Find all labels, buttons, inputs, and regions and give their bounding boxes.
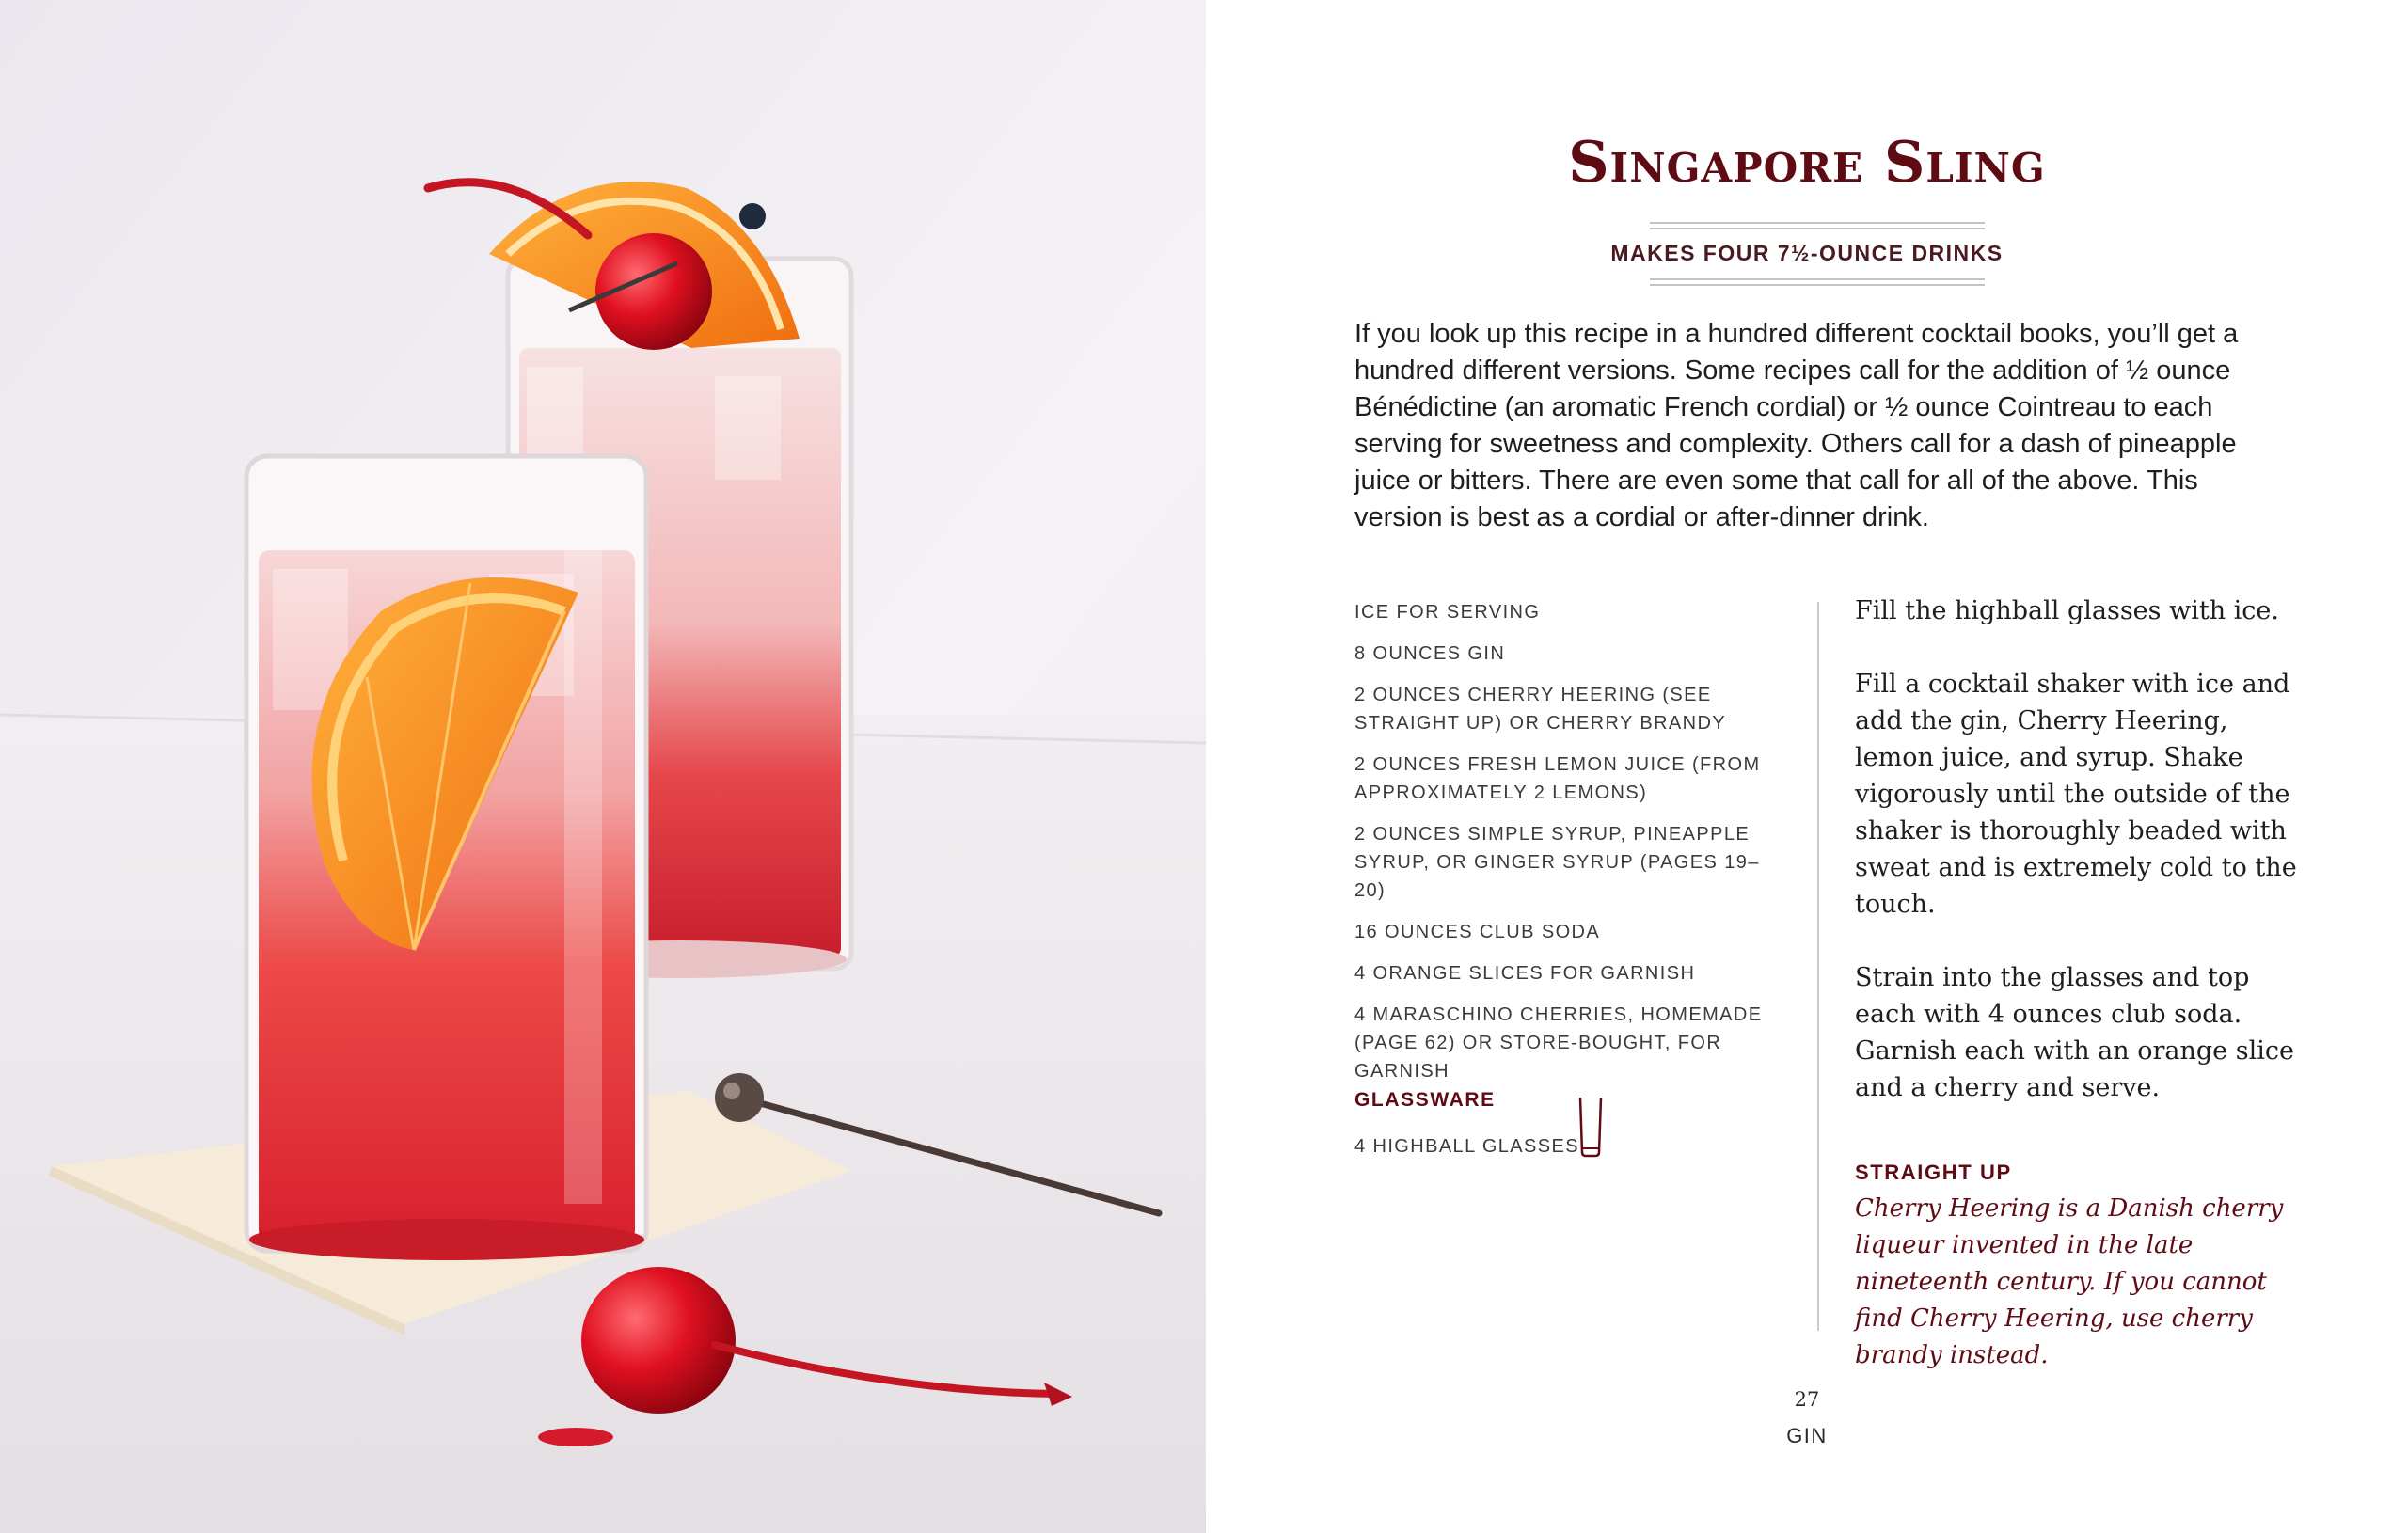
title-rule [1650, 222, 1985, 224]
section-label: GIN [1786, 1424, 1828, 1447]
method-step: Fill a cocktail shaker with ice and add the gin, Cherry Heering, lemon juice, and syrup. Shake vigorously until the outside of the shaker is thoroughly beaded with sweat and is extremely cold to the touch. [1855, 670, 2297, 919]
ingredient-item: 8 OUNCES GIN [1354, 643, 1506, 664]
ingredient-item: 4 MARASCHINO CHERRIES, HOMEMADE (PAGE 62) OR STORE-BOUGHT, FOR GARNISH [1354, 1004, 1763, 1082]
page-number: 27 [1794, 1388, 1820, 1411]
glassware-text: 4 HIGHBALL GLASSES [1354, 1136, 1579, 1157]
glassware-heading: GLASSWARE [1354, 1089, 1496, 1111]
method-step: Strain into the glasses and top each with 4 ounces club soda. Garnish each with an orange slice and a cherry and serve. [1855, 963, 2294, 1102]
title-rule [1650, 228, 1985, 229]
ingredient-item: 2 OUNCES FRESH LEMON JUICE (FROM APPROXIMATELY 2 LEMONS) [1354, 754, 1761, 803]
column-divider [1817, 602, 1819, 1331]
ingredient-list [1354, 598, 1787, 1098]
ingredient-item: 2 OUNCES CHERRY HEERING (SEE STRAIGHT UP) OR CHERRY BRANDY [1354, 685, 1727, 734]
method-steps [1855, 593, 2297, 1143]
highball-glass-icon [1577, 1096, 1604, 1158]
ingredient-item: 4 ORANGE SLICES FOR GARNISH [1354, 963, 1696, 984]
recipe-intro: If you look up this recipe in a hundred different cocktail books, you’ll get a hundred different versions. Some recipes call for the addition of ½ ounce Bénédictine (an aromatic French cordial) or ½ ounce Cointreau to each serving for sweetness and complexity. Others call for a dash of pineapple juice or bitters. There are even some that call for all of the above. This version is best as a cordial or after-dinner drink. [1354, 319, 2239, 532]
straight-up-note: Cherry Heering is a Danish cherry liqueur invented in the late nineteenth century. If you cannot find Cherry Heering, use cherry brandy instead. [1855, 1194, 2284, 1369]
recipe-yield: MAKES FOUR 7½-OUNCE DRINKS [1610, 241, 2004, 265]
method-step: Fill the highball glasses with ice. [1855, 596, 2279, 625]
yield-rule [1650, 284, 1985, 286]
ingredient-item: 2 OUNCES SIMPLE SYRUP, PINEAPPLE SYRUP, OR GINGER SYRUP (PAGES 19–20) [1354, 824, 1760, 901]
ingredient-item: 16 OUNCES CLUB SODA [1354, 922, 1601, 942]
ingredient-item: ICE FOR SERVING [1354, 602, 1541, 623]
yield-rule [1650, 278, 1985, 280]
recipe-title: Singapore Sling [1568, 130, 2046, 196]
straight-up-heading: STRAIGHT UP [1855, 1161, 2012, 1184]
recipe-page [1206, 0, 2408, 1533]
